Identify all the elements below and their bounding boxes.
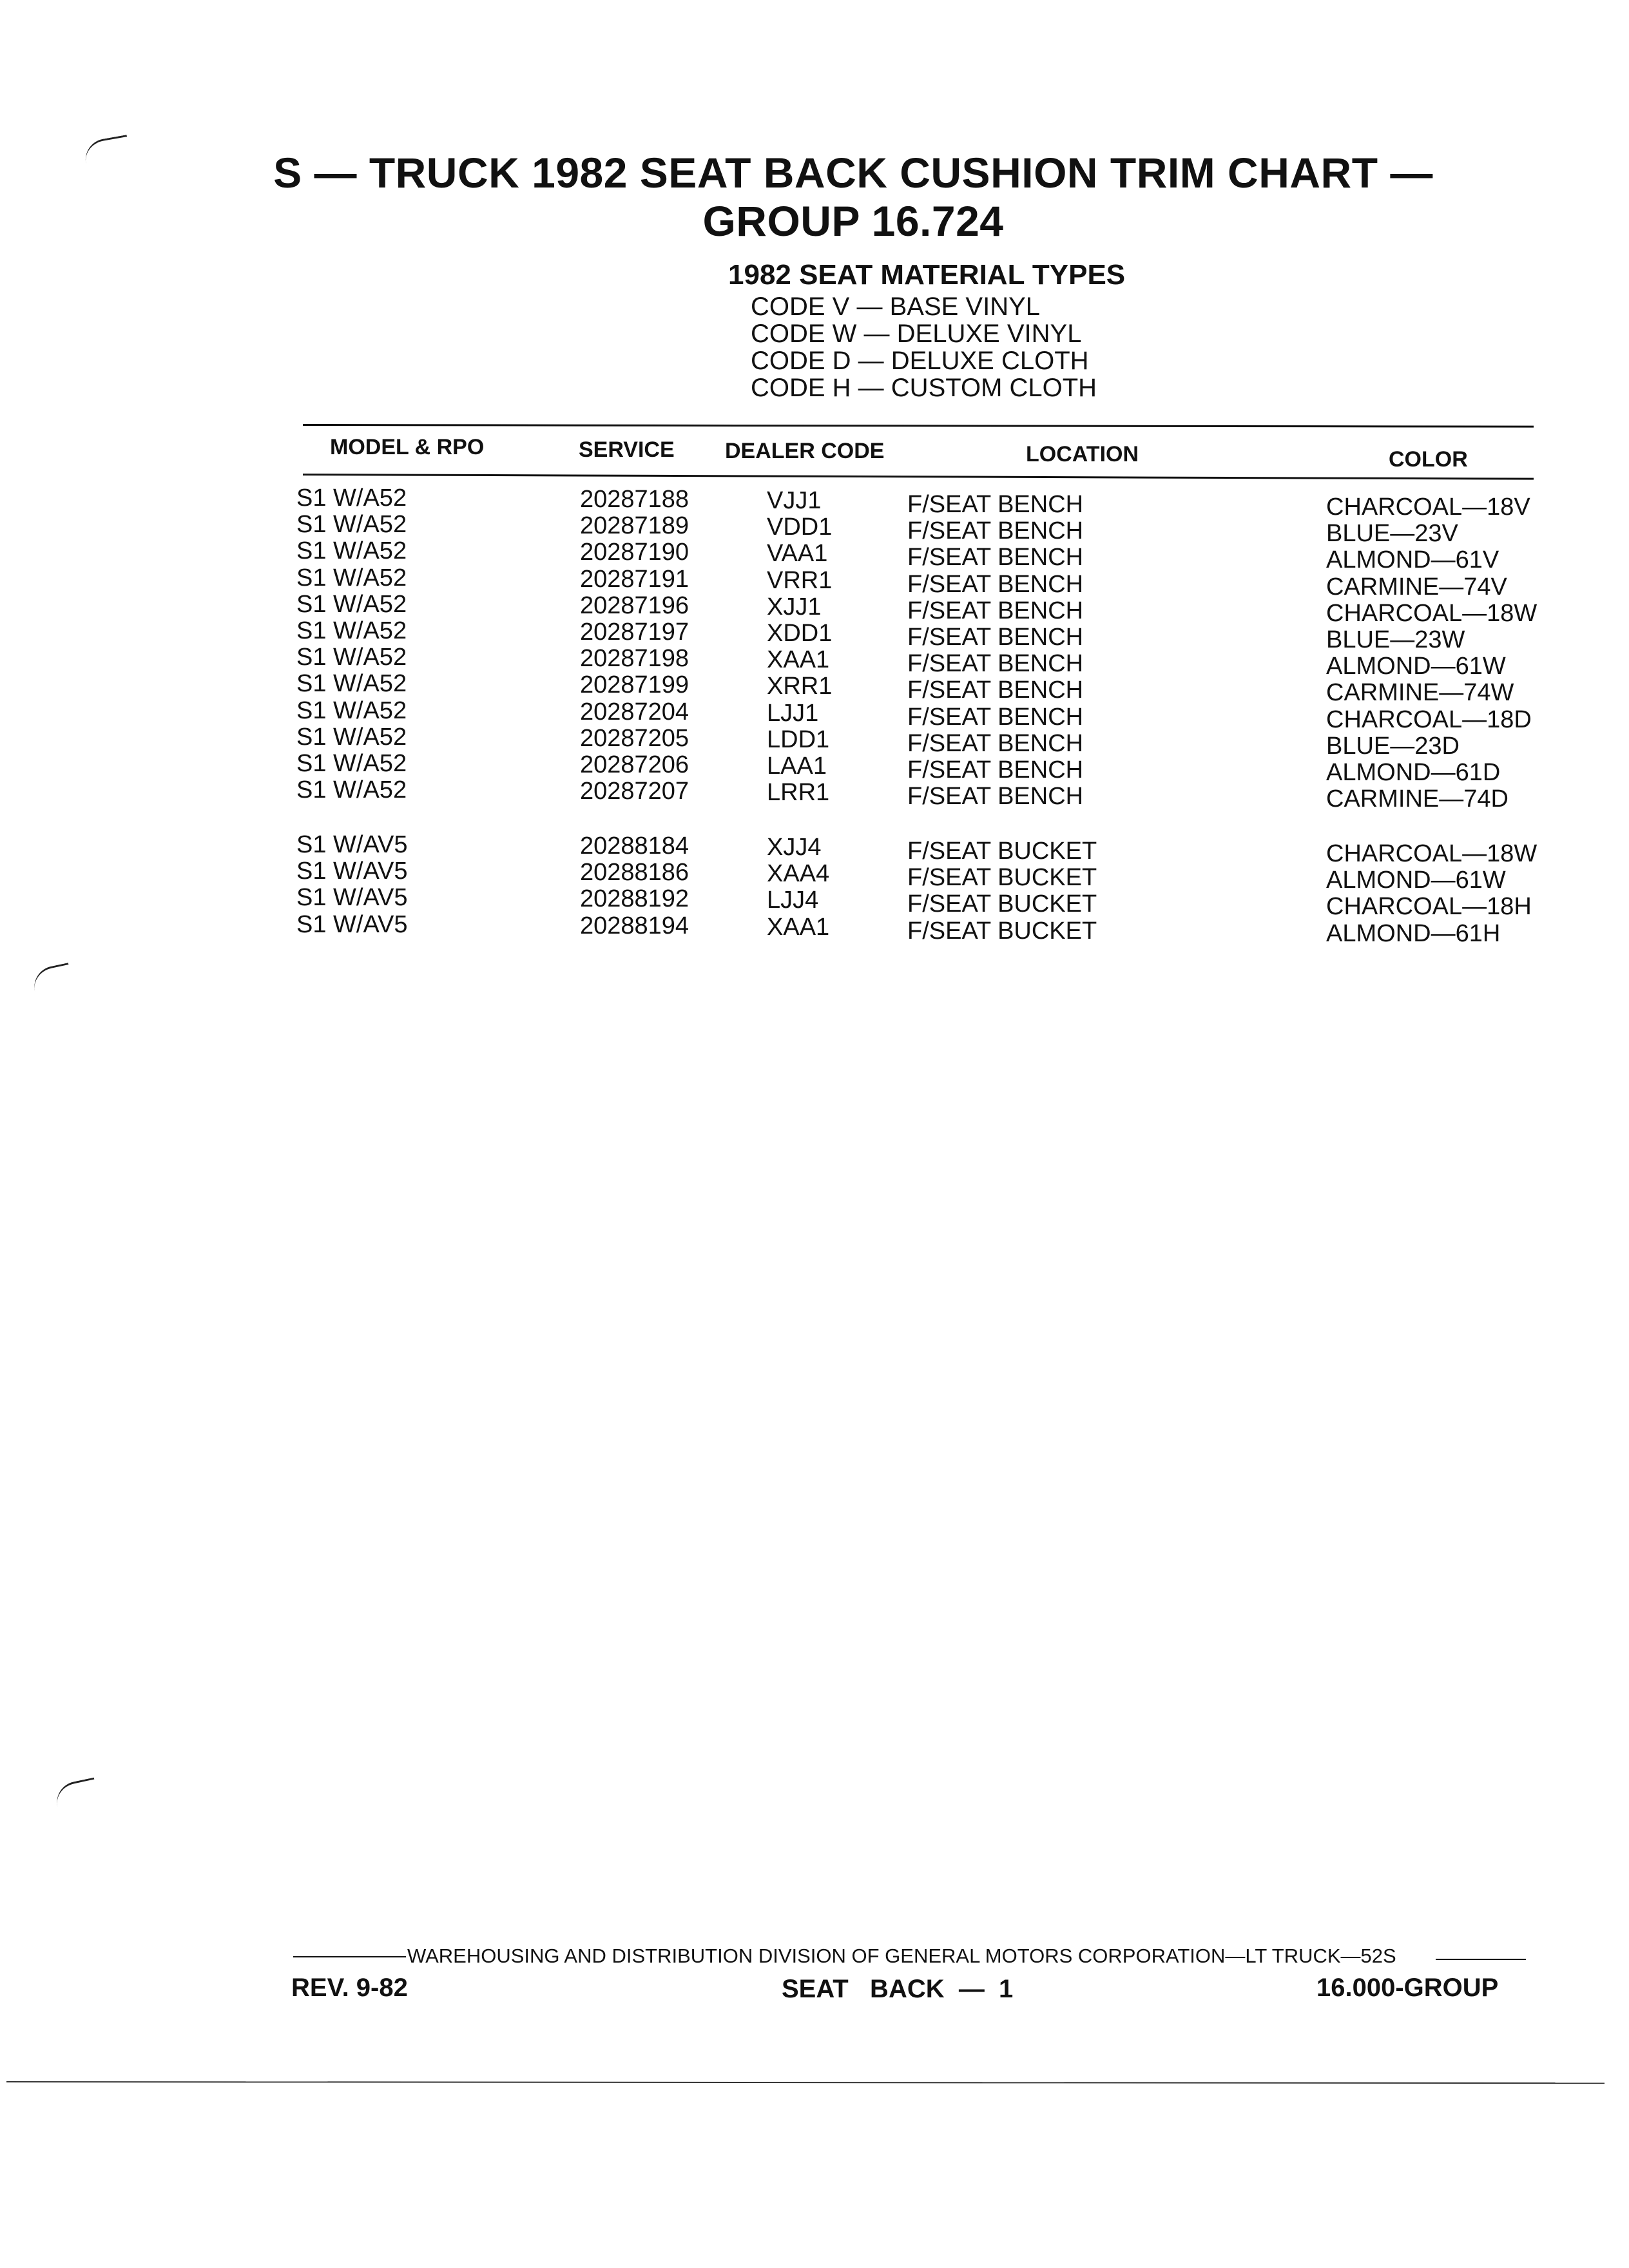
cell-dealer-code: LRR1 [767, 779, 830, 807]
cell-color: ALMOND—61D [1326, 759, 1501, 786]
material-code: CODE W — DELUXE VINYL [751, 320, 1082, 348]
cell-location: F/SEAT BENCH [907, 517, 1084, 545]
column-header-color: COLOR [1389, 447, 1468, 472]
cell-model-rpo: S1 W/A52 [296, 723, 407, 751]
column-header-model: MODEL & RPO [330, 435, 485, 459]
cell-location: F/SEAT BENCH [907, 650, 1084, 678]
footer-rule-left [293, 1956, 406, 1957]
cell-color: ALMOND—61W [1326, 653, 1506, 680]
cell-service: 20287206 [580, 751, 689, 778]
cell-location: F/SEAT BUCKET [907, 838, 1097, 865]
footer-division: WAREHOUSING AND DISTRIBUTION DIVISION OF GENERAL MOTORS CORPORATION—LT TRUCK—52S [407, 1945, 1396, 1967]
cell-color: CARMINE—74W [1326, 679, 1514, 707]
cell-service: 20287196 [580, 591, 689, 619]
cell-dealer-code: XJJ4 [767, 834, 822, 861]
cell-model-rpo: S1 W/A52 [296, 697, 407, 724]
cell-color: CHARCOAL—18W [1326, 840, 1537, 867]
page-bottom-edge [6, 2081, 1605, 2084]
cell-location: F/SEAT BUCKET [907, 890, 1097, 918]
table-header-rule [303, 474, 1534, 480]
cell-location: F/SEAT BENCH [907, 783, 1084, 811]
cell-service: 20287199 [580, 671, 689, 699]
table-top-rule [303, 424, 1534, 428]
column-header-dealer-code: DEALER CODE [725, 439, 885, 463]
cell-color: BLUE—23D [1326, 732, 1460, 760]
cell-dealer-code: LJJ1 [767, 699, 819, 727]
cell-model-rpo: S1 W/AV5 [296, 910, 408, 938]
cell-location: F/SEAT BUCKET [907, 917, 1097, 945]
cell-service: 20288186 [580, 859, 689, 887]
material-code: CODE V — BASE VINYL [751, 293, 1041, 321]
column-header-service: SERVICE [579, 437, 675, 462]
cell-service: 20287207 [580, 778, 689, 805]
column-header-location: LOCATION [1026, 442, 1139, 466]
cell-model-rpo: S1 W/A52 [296, 590, 407, 618]
cell-service: 20287189 [580, 512, 689, 540]
material-code: CODE D — DELUXE CLOTH [751, 347, 1089, 375]
cell-location: F/SEAT BENCH [907, 544, 1084, 572]
cell-dealer-code: LJJ4 [767, 887, 819, 914]
cell-model-rpo: S1 W/A52 [296, 644, 407, 671]
cell-dealer-code: LDD1 [767, 726, 830, 753]
cell-location: F/SEAT BENCH [907, 597, 1084, 624]
cell-dealer-code: VRR1 [767, 566, 833, 594]
cell-location: F/SEAT BENCH [907, 570, 1084, 598]
binding-mark [30, 963, 73, 992]
cell-color: ALMOND—61V [1326, 546, 1499, 574]
cell-dealer-code: XAA1 [767, 646, 830, 674]
cell-model-rpo: S1 W/A52 [296, 537, 407, 565]
material-types-heading: 1982 SEAT MATERIAL TYPES [728, 259, 1126, 291]
cell-model-rpo: S1 W/A52 [296, 511, 407, 539]
cell-service: 20287188 [580, 486, 689, 513]
cell-model-rpo: S1 W/A52 [296, 564, 407, 591]
material-code: CODE H — CUSTOM CLOTH [751, 374, 1097, 402]
cell-service: 20288194 [580, 912, 689, 939]
page-subtitle: GROUP 16.724 [702, 197, 1004, 245]
cell-model-rpo: S1 W/A52 [296, 485, 407, 512]
cell-service: 20287190 [580, 539, 689, 566]
cell-model-rpo: S1 W/AV5 [296, 858, 408, 885]
cell-dealer-code: XDD1 [767, 620, 833, 647]
cell-color: CHARCOAL—18H [1326, 893, 1532, 921]
cell-color: CHARCOAL—18D [1326, 706, 1532, 733]
binding-mark [53, 1778, 98, 1807]
cell-service: 20287205 [580, 724, 689, 752]
cell-dealer-code: VJJ1 [767, 487, 822, 514]
footer-rule-right [1436, 1959, 1526, 1960]
cell-color: BLUE—23W [1326, 626, 1465, 653]
cell-service: 20287198 [580, 645, 689, 673]
cell-location: F/SEAT BENCH [907, 624, 1084, 651]
footer-page-number: SEAT BACK — 1 [782, 1975, 1014, 2003]
cell-model-rpo: S1 W/A52 [296, 670, 407, 698]
cell-dealer-code: XRR1 [767, 673, 833, 700]
cell-model-rpo: S1 W/A52 [296, 750, 407, 777]
cell-location: F/SEAT BENCH [907, 756, 1084, 783]
cell-color: CHARCOAL—18W [1326, 599, 1537, 627]
cell-color: ALMOND—61H [1326, 919, 1501, 947]
cell-service: 20288184 [580, 832, 689, 860]
cell-dealer-code: LAA1 [767, 753, 827, 780]
footer-group: 16.000-GROUP [1316, 1974, 1499, 2002]
cell-location: F/SEAT BENCH [907, 703, 1084, 731]
cell-color: ALMOND—61W [1326, 867, 1506, 894]
cell-location: F/SEAT BENCH [907, 677, 1084, 704]
cell-service: 20288192 [580, 885, 689, 913]
cell-color: CHARCOAL—18V [1326, 494, 1530, 521]
cell-color: BLUE—23V [1326, 520, 1458, 548]
cell-location: F/SEAT BENCH [907, 729, 1084, 757]
cell-color: CARMINE—74V [1326, 573, 1507, 601]
cell-location: F/SEAT BENCH [907, 491, 1084, 518]
cell-dealer-code: VAA1 [767, 540, 828, 568]
cell-dealer-code: XJJ1 [767, 593, 822, 620]
cell-dealer-code: XAA1 [767, 913, 830, 941]
cell-color: CARMINE—74D [1326, 785, 1509, 813]
cell-service: 20287197 [580, 619, 689, 646]
cell-model-rpo: S1 W/A52 [296, 617, 407, 644]
cell-model-rpo: S1 W/AV5 [296, 831, 408, 858]
cell-dealer-code: VDD1 [767, 514, 833, 541]
material-types-list [751, 293, 1097, 401]
footer-revision: REV. 9-82 [291, 1974, 408, 2002]
cell-service: 20287191 [580, 565, 689, 593]
cell-location: F/SEAT BUCKET [907, 864, 1097, 892]
cell-model-rpo: S1 W/AV5 [296, 884, 408, 912]
page-title: S — TRUCK 1982 SEAT BACK CUSHION TRIM CHART — [273, 149, 1433, 197]
cell-service: 20287204 [580, 698, 689, 726]
cell-model-rpo: S1 W/A52 [296, 776, 407, 804]
cell-dealer-code: XAA4 [767, 860, 830, 888]
